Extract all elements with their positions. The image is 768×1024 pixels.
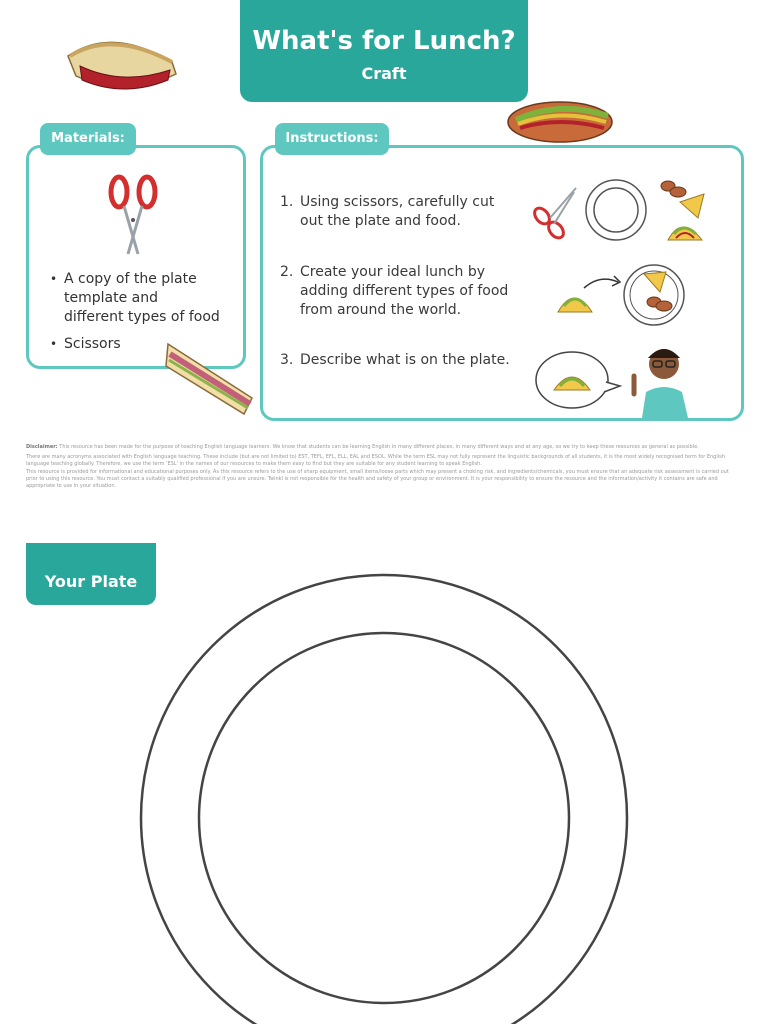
samosa-icon — [680, 194, 704, 218]
disclaimer-text-3: This resource is provided for informational and educational purposes only. As this resource refers to the use of sharp equipment, small items/loose parts which may present a choking risk, and ingredients/chemicals, you must ensure that an adequate risk assessment is carried out prior to using this resource. You must contact a suitably qualified professional if you are unsure. Twinkl is not responsible for the health and safety of your group or environment. It is your responsibility to ensure the resource and the information/activity it contains are safe and appropriate to use in your situation. — [26, 469, 729, 489]
materials-item: • Scissors — [50, 335, 220, 354]
page-subtitle: Craft — [361, 64, 407, 83]
disclaimer-text-1 — [26, 444, 742, 451]
instructions-tab: Instructions: — [275, 123, 389, 155]
step-text: Create your ideal lunch by adding different types of food from around the world. — [300, 264, 509, 318]
step-2-illustration — [556, 262, 688, 328]
child-avatar-icon — [634, 349, 688, 418]
cherry-pie-illustration — [62, 22, 184, 94]
arrow-icon — [584, 279, 618, 288]
step-number: 1. — [280, 194, 294, 210]
page-title: What's for Lunch? — [252, 26, 516, 56]
instruction-step-1 — [280, 193, 512, 231]
sandwich-illustration — [164, 338, 258, 418]
instruction-step-2 — [280, 263, 512, 320]
your-plate-label: Your Plate — [44, 572, 138, 591]
disclaimer-paragraph: This resource has been made for the purpose of teaching English language learners. We know that students can be learning English in many different places, in many different ways and at any age, so we try to keep these resources as general as possible. — [59, 444, 699, 450]
step-number: 3. — [280, 352, 294, 368]
plate-icon — [586, 180, 646, 240]
disclaimer-text-2: There are many acronyms associated with English language teaching. These include (but are not limited to) EST, TEFL, EFL, ELL, EAL and ESOL. While the term ESL may not fully represent the linguistic backgrounds of all students, it is the most widely recognised term for English language teaching globally. Therefore, we use the term 'ESL' in the names of our resources to make them easy to find but they are suitable for any student learning to speak English. — [26, 454, 725, 467]
sandwich-roll-illustration — [504, 86, 616, 144]
materials-item: • A copy of the plate template and different types of food — [50, 270, 220, 327]
step-3-illustration — [534, 342, 696, 418]
title-banner — [240, 0, 528, 102]
plate-outer-rim — [141, 575, 627, 1024]
step-text: Using scissors, carefully cut out the plate and food. — [300, 194, 495, 229]
disclaimer-label: Disclaimer: — [26, 444, 58, 450]
plate-template — [134, 566, 634, 1024]
materials-tab: Materials: — [40, 123, 136, 155]
step-text: Describe what is on the plate. — [300, 352, 510, 368]
scissors-icon — [104, 172, 162, 256]
step-number: 2. — [280, 264, 294, 280]
instruction-step-3 — [280, 351, 512, 370]
step-1-illustration — [530, 174, 710, 246]
scissors-icon — [532, 188, 576, 241]
